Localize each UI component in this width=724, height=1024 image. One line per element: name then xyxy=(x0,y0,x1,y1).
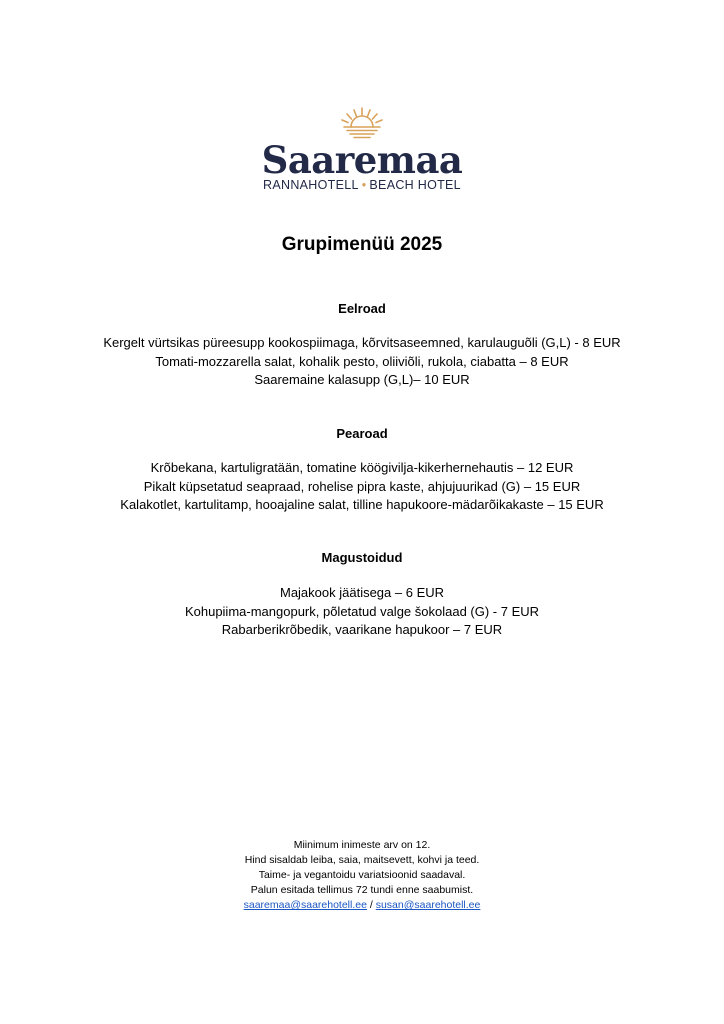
menu-item: Majakook jäätisega – 6 EUR xyxy=(279,585,445,600)
section-heading-magustoidud: Magustoidud xyxy=(321,550,403,565)
section-items-eelroad xyxy=(0,334,724,390)
menu-item: Krõbekana, kartuligratään, tomatine köögivilja-kikerhernehautis – 12 EUR xyxy=(150,460,574,475)
footer-line: Hind sisaldab leiba, saia, maitsevett, kohvi ja teed. xyxy=(244,854,480,866)
footer-line: Miinimum inimeste arv on 12. xyxy=(293,839,431,851)
menu-item: Pikalt küpsetatud seapraad, rohelise pipra kaste, ahjujuurikad (G) – 15 EUR xyxy=(143,478,581,494)
menu-item: Kergelt vürtsikas püreesupp kookospiimaga, kõrvitsaseemned, karulauguõli (G,L) - 8 EUR xyxy=(103,335,621,350)
footer-line: Palun esitada tellimus 72 tundi enne saabumist. xyxy=(250,884,474,896)
brand-name: Saaremaa xyxy=(261,138,463,182)
footer-contacts xyxy=(0,898,724,913)
brand-sub-left: RANNAHOTELL xyxy=(263,178,359,192)
section-items-magustoidud xyxy=(0,584,724,640)
email-link-saaremaa[interactable]: saaremaa@saarehotell.ee xyxy=(243,899,367,911)
footer-line: Taime- ja vegantoidu variatsioonid saadaval. xyxy=(258,869,466,881)
section-items-pearoad xyxy=(0,459,724,515)
menu-title: Grupimenüü 2025 xyxy=(281,234,443,255)
menu-item: Kalakotlet, kartulitamp, hooajaline salat, tilline hapukoore-mädarõikakaste – 15 EUR xyxy=(120,497,604,512)
email-link-susan[interactable]: susan@saarehotell.ee xyxy=(375,899,481,911)
menu-item: Tomati-mozzarella salat, kohalik pesto, oliiviõli, rukola, ciabatta – 8 EUR xyxy=(155,353,569,369)
brand-sub-separator: • xyxy=(361,178,367,192)
brand-subtitle xyxy=(0,178,724,192)
email-separator: / xyxy=(366,899,376,911)
footer-notes xyxy=(0,838,724,913)
section-heading-eelroad: Eelroad xyxy=(338,301,386,316)
hotel-logo xyxy=(0,106,724,192)
section-heading-pearoad: Pearoad xyxy=(336,426,388,441)
brand-sub-right: BEACH HOTEL xyxy=(369,178,461,192)
menu-item: Rabarberikrõbedik, vaarikane hapukoor – 7 EUR xyxy=(221,622,503,637)
menu-item: Kohupiima-mangopurk, põletatud valge šokolaad (G) - 7 EUR xyxy=(184,603,540,619)
menu-item: Saaremaine kalasupp (G,L)– 10 EUR xyxy=(254,372,470,387)
sun-icon xyxy=(338,106,386,140)
